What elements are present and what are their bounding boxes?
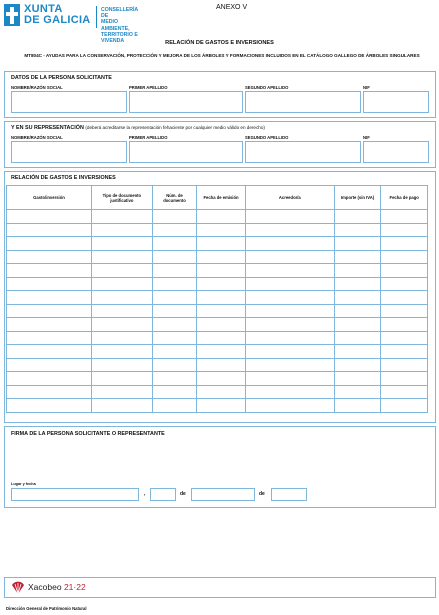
- table-cell[interactable]: [334, 399, 381, 413]
- rep-nif-field[interactable]: [363, 141, 429, 163]
- applicant-name-field[interactable]: [11, 91, 127, 113]
- table-row: [7, 304, 428, 318]
- year-field[interactable]: [271, 488, 307, 501]
- applicant-nif-field[interactable]: [363, 91, 429, 113]
- table-cell[interactable]: [245, 345, 334, 359]
- table-cell[interactable]: [381, 399, 428, 413]
- table-cell[interactable]: [92, 250, 153, 264]
- table-cell[interactable]: [152, 304, 197, 318]
- rep-surname2-field[interactable]: [245, 141, 361, 163]
- table-cell[interactable]: [245, 358, 334, 372]
- comma-separator: ,: [144, 491, 146, 497]
- table-cell[interactable]: [381, 250, 428, 264]
- representative-title: Y EN SU REPRESENTACIÓN (deberá acreditarse la representación fehaciente por cualquier medio válido en derecho): [11, 125, 265, 131]
- table-cell[interactable]: [245, 264, 334, 278]
- applicant-surname2-label: SEGUNDO APELLIDO: [245, 85, 289, 90]
- table-cell[interactable]: [197, 291, 246, 305]
- xacobeo-text: Xacobeo 21·22: [28, 582, 86, 592]
- table-cell[interactable]: [197, 385, 246, 399]
- table-cell[interactable]: [152, 250, 197, 264]
- col-doc-type: Tipo de documento justificativo: [92, 186, 153, 210]
- table-cell[interactable]: [152, 358, 197, 372]
- col-issue-date: Fecha de emisión: [197, 186, 246, 210]
- expenses-title: RELACIÓN DE GASTOS E INVERSIONES: [11, 175, 116, 181]
- table-cell[interactable]: [197, 250, 246, 264]
- table-cell[interactable]: [245, 291, 334, 305]
- applicant-nif-label: NIF: [363, 85, 370, 90]
- table-cell[interactable]: [197, 264, 246, 278]
- col-amount: Importe (sin IVA): [334, 186, 381, 210]
- table-cell[interactable]: [152, 399, 197, 413]
- table-cell[interactable]: [381, 358, 428, 372]
- table-cell[interactable]: [7, 237, 92, 251]
- table-cell[interactable]: [381, 385, 428, 399]
- xacobeo-banner: [4, 577, 436, 598]
- table-cell[interactable]: [152, 277, 197, 291]
- table-cell[interactable]: [334, 264, 381, 278]
- signature-title: FIRMA DE LA PERSONA SOLICITANTE O REPRESENTANTE: [11, 431, 165, 437]
- table-cell[interactable]: [245, 210, 334, 224]
- annex-label: ANEXO V: [216, 4, 248, 11]
- table-cell[interactable]: [381, 223, 428, 237]
- table-cell[interactable]: [92, 358, 153, 372]
- table-cell[interactable]: [334, 277, 381, 291]
- representative-section: [4, 121, 436, 168]
- table-cell[interactable]: [152, 318, 197, 332]
- table-cell[interactable]: [152, 223, 197, 237]
- day-field[interactable]: [150, 488, 176, 501]
- page-title: RELACIÓN DE GASTOS E INVERSIONES: [165, 40, 274, 46]
- table-row: [7, 358, 428, 372]
- table-cell[interactable]: [7, 358, 92, 372]
- signature-section: [4, 426, 436, 508]
- table-row: [7, 264, 428, 278]
- table-cell[interactable]: [245, 277, 334, 291]
- table-cell[interactable]: [7, 223, 92, 237]
- cross-logo-icon: [4, 4, 20, 26]
- logo-text: XUNTA DE GALICIA: [24, 3, 91, 26]
- table-cell[interactable]: [152, 385, 197, 399]
- table-cell[interactable]: [334, 385, 381, 399]
- place-field[interactable]: [11, 488, 139, 501]
- table-cell[interactable]: [92, 385, 153, 399]
- table-cell[interactable]: [197, 237, 246, 251]
- table-cell[interactable]: [245, 304, 334, 318]
- rep-surname2-label: SEGUNDO APELLIDO: [245, 135, 289, 140]
- applicant-surname1-field[interactable]: [129, 91, 243, 113]
- table-row: [7, 331, 428, 345]
- rep-surname1-label: PRIMER APELLIDO: [129, 135, 168, 140]
- applicant-surname1-label: PRIMER APELLIDO: [129, 85, 168, 90]
- table-cell[interactable]: [7, 277, 92, 291]
- table-row: [7, 399, 428, 413]
- de-separator-1: de: [180, 491, 186, 497]
- table-row: [7, 345, 428, 359]
- de-separator-2: de: [259, 491, 265, 497]
- table-cell[interactable]: [197, 399, 246, 413]
- rep-surname1-field[interactable]: [129, 141, 243, 163]
- table-cell[interactable]: [334, 318, 381, 332]
- table-cell[interactable]: [381, 304, 428, 318]
- table-cell[interactable]: [245, 250, 334, 264]
- rep-name-label: NOMBRE/RAZÓN SOCIAL: [11, 135, 63, 140]
- table-cell[interactable]: [334, 331, 381, 345]
- table-cell[interactable]: [92, 318, 153, 332]
- table-cell[interactable]: [152, 345, 197, 359]
- table-cell[interactable]: [7, 318, 92, 332]
- table-cell[interactable]: [334, 345, 381, 359]
- table-cell[interactable]: [245, 372, 334, 386]
- table-cell[interactable]: [334, 372, 381, 386]
- applicant-section: [4, 71, 436, 118]
- table-cell[interactable]: [197, 223, 246, 237]
- table-cell[interactable]: [381, 237, 428, 251]
- table-cell[interactable]: [152, 331, 197, 345]
- table-cell[interactable]: [92, 345, 153, 359]
- expenses-header-row: [7, 186, 428, 210]
- table-cell[interactable]: [197, 372, 246, 386]
- table-cell[interactable]: [92, 291, 153, 305]
- table-cell[interactable]: [152, 264, 197, 278]
- month-field[interactable]: [191, 488, 255, 501]
- table-cell[interactable]: [197, 318, 246, 332]
- table-cell[interactable]: [92, 264, 153, 278]
- table-cell[interactable]: [381, 277, 428, 291]
- table-cell[interactable]: [197, 345, 246, 359]
- col-doc-number: Núm. de documento: [152, 186, 197, 210]
- table-cell[interactable]: [197, 304, 246, 318]
- table-cell[interactable]: [7, 291, 92, 305]
- col-creditor: Acreedor/a: [245, 186, 334, 210]
- table-row: [7, 210, 428, 224]
- table-row: [7, 372, 428, 386]
- table-cell[interactable]: [381, 345, 428, 359]
- table-cell[interactable]: [92, 331, 153, 345]
- table-row: [7, 223, 428, 237]
- table-cell[interactable]: [381, 291, 428, 305]
- table-cell[interactable]: [245, 385, 334, 399]
- table-cell[interactable]: [334, 250, 381, 264]
- table-cell[interactable]: [7, 385, 92, 399]
- table-cell[interactable]: [92, 277, 153, 291]
- directorate-name: Dirección General de Patrimonio Natural: [6, 606, 87, 611]
- table-cell[interactable]: [381, 264, 428, 278]
- applicant-name-label: NOMBRE/RAZÓN SOCIAL: [11, 85, 63, 90]
- table-cell[interactable]: [381, 318, 428, 332]
- table-cell[interactable]: [197, 277, 246, 291]
- table-cell[interactable]: [334, 291, 381, 305]
- place-date-label: Lugar y fecha: [11, 482, 36, 486]
- table-cell[interactable]: [7, 264, 92, 278]
- page-subtitle: MT804C - AYUDAS PARA LA CONSERVACIÓN, PROTECCIÓN Y MEJORA DE LOS ÁRBOLES Y FORMACIONES INCLUIDOS EN EL CATÁLOGO GALLEGO DE ÁRBOLES SINGULARES: [24, 53, 420, 58]
- table-row: [7, 277, 428, 291]
- table-cell[interactable]: [381, 372, 428, 386]
- rep-nif-label: NIF: [363, 135, 370, 140]
- table-cell[interactable]: [7, 250, 92, 264]
- table-cell[interactable]: [7, 331, 92, 345]
- table-cell[interactable]: [245, 331, 334, 345]
- xunta-logo: [4, 3, 138, 45]
- table-cell[interactable]: [381, 331, 428, 345]
- table-cell[interactable]: [245, 237, 334, 251]
- table-cell[interactable]: [245, 223, 334, 237]
- table-cell[interactable]: [92, 372, 153, 386]
- table-cell[interactable]: [197, 358, 246, 372]
- table-cell[interactable]: [92, 210, 153, 224]
- table-row: [7, 291, 428, 305]
- table-cell[interactable]: [7, 372, 92, 386]
- table-row: [7, 237, 428, 251]
- table-cell[interactable]: [334, 237, 381, 251]
- col-payment-date: Fecha de pago: [381, 186, 428, 210]
- table-cell[interactable]: [381, 210, 428, 224]
- col-expense: Gasto/inversión: [7, 186, 92, 210]
- table-cell[interactable]: [7, 345, 92, 359]
- applicant-title: DATOS DE LA PERSONA SOLICITANTE: [11, 75, 112, 81]
- table-cell[interactable]: [152, 291, 197, 305]
- table-cell[interactable]: [7, 304, 92, 318]
- table-cell[interactable]: [92, 304, 153, 318]
- representative-note: (deberá acreditarse la representación fehaciente por cualquier medio válido en derecho): [85, 125, 265, 130]
- xacobeo-shell-icon: [11, 581, 25, 595]
- table-cell[interactable]: [92, 237, 153, 251]
- expenses-table: [6, 185, 428, 413]
- table-cell[interactable]: [334, 210, 381, 224]
- table-cell[interactable]: [197, 210, 246, 224]
- table-cell[interactable]: [245, 399, 334, 413]
- table-cell[interactable]: [334, 358, 381, 372]
- conselleria-name: CONSELLERÍA DE MEDIO AMBIENTE, TERRITORIO E VIVENDA: [101, 7, 138, 45]
- applicant-surname2-field[interactable]: [245, 91, 361, 113]
- table-row: [7, 385, 428, 399]
- table-cell[interactable]: [152, 237, 197, 251]
- table-cell[interactable]: [197, 331, 246, 345]
- table-cell[interactable]: [245, 318, 334, 332]
- table-cell[interactable]: [7, 399, 92, 413]
- table-cell[interactable]: [92, 223, 153, 237]
- logo-divider: [96, 6, 97, 28]
- table-cell[interactable]: [7, 210, 92, 224]
- rep-name-field[interactable]: [11, 141, 127, 163]
- table-row: [7, 250, 428, 264]
- table-cell[interactable]: [334, 223, 381, 237]
- table-cell[interactable]: [92, 399, 153, 413]
- table-cell[interactable]: [334, 304, 381, 318]
- table-cell[interactable]: [152, 372, 197, 386]
- table-row: [7, 318, 428, 332]
- table-cell[interactable]: [152, 210, 197, 224]
- expenses-table-body: [7, 210, 428, 413]
